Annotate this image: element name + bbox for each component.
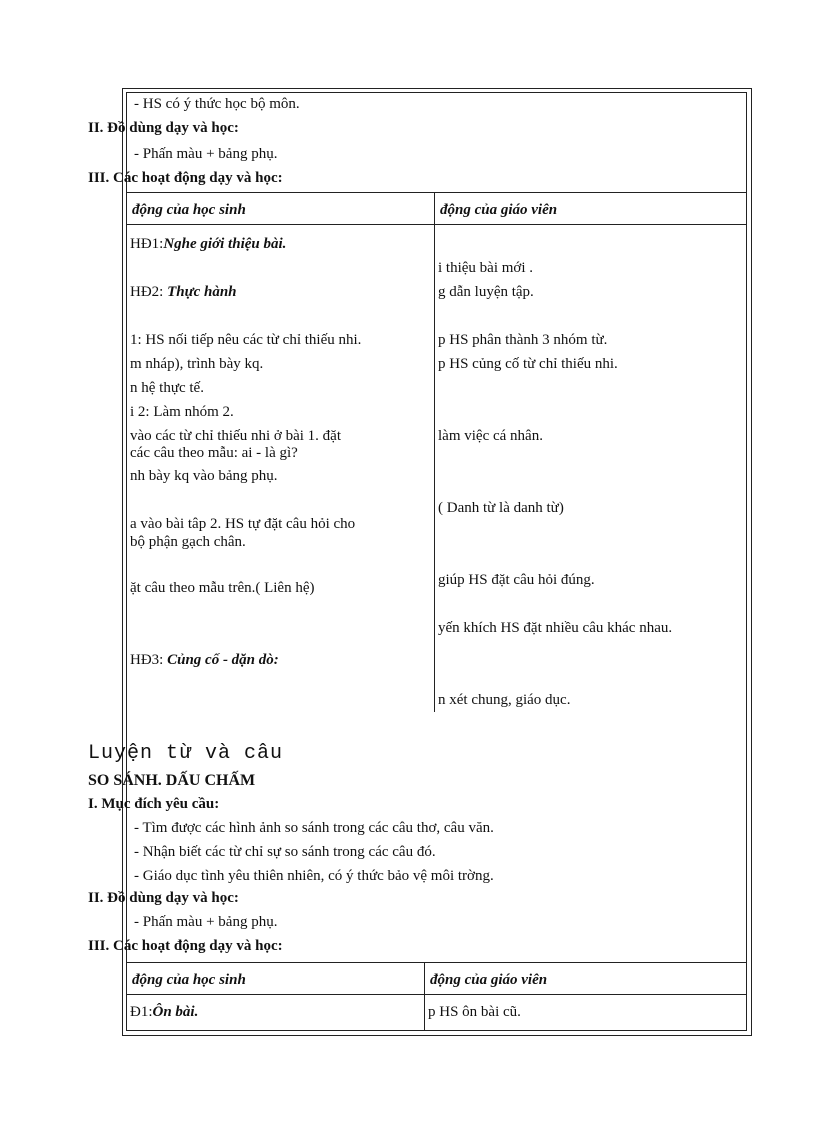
table2-activity-1: [130, 1004, 198, 1021]
activity-2-prefix: HĐ2:: [130, 284, 168, 300]
teacher-line-1: i thiệu bài mới .: [438, 260, 534, 276]
table2-activity-1-title: Ôn bài.: [152, 1004, 199, 1020]
activity-1-prefix: HĐ1:: [130, 236, 164, 252]
teacher-line-5: làm việc cá nhân.: [438, 428, 543, 444]
section-2-heading: II. Đồ dùng dạy và học:: [88, 120, 239, 136]
student-line-8: ặt câu theo mẫu trên.( Liên hệ): [130, 580, 315, 596]
table2-top-border: [126, 962, 747, 963]
activity-2: [130, 284, 237, 301]
teacher-line-4: p HS củng cố từ chỉ thiếu nhi.: [438, 356, 618, 372]
objective-item-1: - Tìm được các hình ảnh so sánh trong các câu thơ, câu văn.: [134, 820, 494, 836]
objective-item-2: - Nhận biết các từ chỉ sự so sánh trong các câu đó.: [134, 844, 436, 860]
teacher-line-9: n xét chung, giáo dục.: [438, 692, 571, 708]
table1-header-teacher: động của giáo viên: [440, 202, 558, 218]
activity-3-title: Củng cố - dặn dò:: [167, 652, 279, 668]
lesson-section-2-heading: II. Đồ dùng dạy và học:: [88, 890, 239, 906]
activity-3: [130, 652, 279, 669]
student-line-4: i 2: Làm nhóm 2.: [130, 404, 234, 420]
table2-header-teacher: động của giáo viên: [430, 972, 548, 988]
lesson-title: SO SÁNH. DẤU CHẤM: [88, 772, 256, 789]
student-line-5a: vào các từ chỉ thiếu nhi ở bài 1. đặt: [130, 428, 341, 444]
student-line-6: nh bày kq vào bảng phụ.: [130, 468, 278, 484]
lesson-subject: Luyện từ và câu: [88, 742, 284, 765]
table2-header-student: động của học sinh: [132, 972, 246, 988]
lesson-section-3-heading: III. Các hoạt động dạy và học:: [88, 938, 283, 954]
teacher-line-2: g dẫn luyện tập.: [438, 284, 534, 300]
student-line-7b: bộ phận gạch chân.: [130, 534, 246, 550]
activity-1-title: Nghe giới thiệu bài.: [163, 236, 287, 252]
teacher-line-8: yến khích HS đặt nhiều câu khác nhau.: [438, 620, 673, 636]
teacher-line-6: ( Danh từ là danh từ): [438, 500, 564, 516]
table1-header-student: động của học sinh: [132, 202, 246, 218]
student-line-7a: a vào bài tâp 2. HS tự đặt câu hỏi cho: [130, 516, 356, 532]
table2-teacher-line: p HS ôn bài cũ.: [428, 1004, 521, 1020]
lesson-section-1-heading: I. Mục đích yêu cầu:: [88, 796, 220, 812]
student-line-5b: các câu theo mẫu: ai - là gì?: [130, 445, 298, 461]
activity-2-title: Thực hành: [167, 284, 237, 300]
student-line-1: 1: HS nối tiếp nêu các từ chỉ thiếu nhi.: [130, 332, 362, 348]
table2-activity-1-prefix: Đ1:: [130, 1004, 153, 1020]
teacher-line-3: p HS phân thành 3 nhóm từ.: [438, 332, 608, 348]
table1-column-divider: [434, 192, 435, 712]
table2-column-divider: [424, 962, 425, 1031]
student-line-2: m nháp), trình bày kq.: [130, 356, 264, 372]
teacher-line-7: giúp HS đặt câu hỏi đúng.: [438, 572, 595, 588]
hs-attitude-line: - HS có ý thức học bộ môn.: [134, 96, 300, 112]
activity-3-prefix: HĐ3:: [130, 652, 168, 668]
activity-1: [130, 236, 286, 253]
lesson-section-2-item: - Phấn màu + bảng phụ.: [134, 914, 278, 930]
section-2-item: - Phấn màu + bảng phụ.: [134, 146, 278, 162]
table1-header-border: [126, 224, 747, 225]
table1-top-border: [126, 192, 747, 193]
student-line-3: n hệ thực tế.: [130, 380, 204, 396]
table2-header-border: [126, 994, 747, 995]
section-3-heading: III. Các hoạt động dạy và học:: [88, 170, 283, 186]
objective-item-3: - Giáo dục tình yêu thiên nhiên, có ý thức bảo vệ môi trờng.: [134, 868, 494, 884]
